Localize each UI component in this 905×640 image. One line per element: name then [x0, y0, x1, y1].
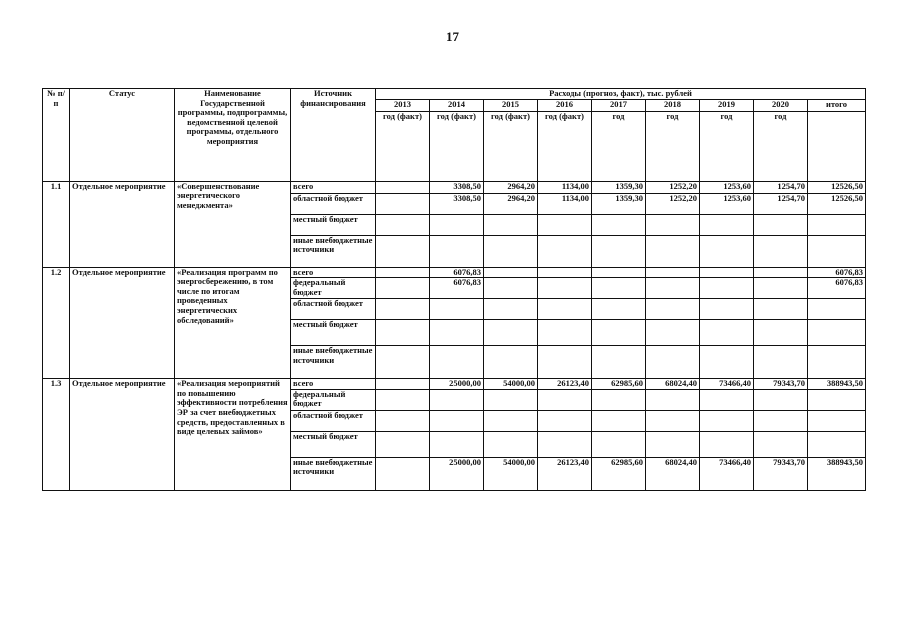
amount-cell [538, 346, 592, 379]
header-year-note: год [646, 111, 700, 181]
amount-cell [754, 389, 808, 410]
header-year: 2017 [592, 99, 646, 111]
amount-cell [376, 389, 430, 410]
row-name: «Реализация мероприятий по повышению эффективности потребления ЭР за счет внебюджетных средств, предоставленных в виде целевых займов» [175, 379, 291, 491]
amount-cell [592, 299, 646, 320]
amount-cell [592, 346, 646, 379]
amount-cell [376, 267, 430, 278]
header-year: 2019 [700, 99, 754, 111]
row-status: Отдельное мероприятие [70, 267, 175, 379]
amount-cell [646, 214, 700, 235]
amount-cell [484, 389, 538, 410]
funding-source-label: иные внебюджетные источники [291, 457, 376, 490]
funding-source-label: всего [291, 379, 376, 390]
amount-cell [592, 267, 646, 278]
amount-cell [754, 320, 808, 346]
amount-cell [646, 346, 700, 379]
amount-cell [538, 214, 592, 235]
amount-cell [646, 299, 700, 320]
amount-cell [430, 320, 484, 346]
amount-cell: 1254,70 [754, 181, 808, 193]
amount-cell [592, 278, 646, 299]
amount-cell [376, 410, 430, 431]
total-cell [808, 299, 866, 320]
amount-cell: 73466,40 [700, 457, 754, 490]
table-row [43, 267, 866, 278]
amount-cell [646, 278, 700, 299]
table-header [43, 89, 866, 182]
amount-cell: 26123,40 [538, 457, 592, 490]
amount-cell [484, 235, 538, 267]
amount-cell: 54000,00 [484, 457, 538, 490]
amount-cell [376, 193, 430, 214]
amount-cell [484, 410, 538, 431]
table-row [43, 181, 866, 193]
header-year: 2018 [646, 99, 700, 111]
total-cell [808, 235, 866, 267]
amount-cell [754, 267, 808, 278]
amount-cell: 1359,30 [592, 181, 646, 193]
amount-cell [376, 346, 430, 379]
amount-cell [700, 410, 754, 431]
total-cell: 6076,83 [808, 278, 866, 299]
total-cell [808, 410, 866, 431]
total-cell [808, 431, 866, 457]
row-status: Отдельное мероприятие [70, 181, 175, 267]
amount-cell [430, 410, 484, 431]
funding-source-label: федеральный бюджет [291, 278, 376, 299]
funding-source-label: иные внебюджетные источники [291, 235, 376, 267]
amount-cell [484, 278, 538, 299]
amount-cell [754, 299, 808, 320]
funding-source-label: местный бюджет [291, 214, 376, 235]
amount-cell [430, 299, 484, 320]
amount-cell [376, 379, 430, 390]
amount-cell [538, 410, 592, 431]
amount-cell [376, 457, 430, 490]
amount-cell [700, 431, 754, 457]
amount-cell: 2964,20 [484, 193, 538, 214]
amount-cell [376, 214, 430, 235]
amount-cell: 3308,50 [430, 181, 484, 193]
amount-cell [484, 267, 538, 278]
header-total: итого [808, 99, 866, 111]
amount-cell [700, 267, 754, 278]
amount-cell: 79343,70 [754, 457, 808, 490]
amount-cell: 1359,30 [592, 193, 646, 214]
amount-cell [592, 410, 646, 431]
amount-cell: 25000,00 [430, 379, 484, 390]
amount-cell [700, 278, 754, 299]
amount-cell [646, 389, 700, 410]
amount-cell [754, 235, 808, 267]
funding-source-label: местный бюджет [291, 431, 376, 457]
table-row [43, 379, 866, 390]
header-year-note: год (факт) [430, 111, 484, 181]
amount-cell: 1253,60 [700, 193, 754, 214]
amount-cell: 1134,00 [538, 193, 592, 214]
amount-cell: 1252,20 [646, 193, 700, 214]
amount-cell [700, 235, 754, 267]
amount-cell [646, 410, 700, 431]
amount-cell [376, 278, 430, 299]
amount-cell: 68024,40 [646, 379, 700, 390]
budget-table [42, 88, 866, 491]
header-expenses: Расходы (прогноз, факт), тыс. рублей [376, 89, 866, 100]
amount-cell [538, 431, 592, 457]
amount-cell [592, 320, 646, 346]
amount-cell: 26123,40 [538, 379, 592, 390]
amount-cell: 3308,50 [430, 193, 484, 214]
amount-cell [538, 389, 592, 410]
header-year-note: год [700, 111, 754, 181]
funding-source-label: областной бюджет [291, 193, 376, 214]
amount-cell [754, 346, 808, 379]
amount-cell [376, 299, 430, 320]
amount-cell [754, 410, 808, 431]
funding-source-label: иные внебюджетные источники [291, 346, 376, 379]
funding-source-label: всего [291, 181, 376, 193]
row-number: 1.2 [43, 267, 70, 379]
amount-cell [592, 431, 646, 457]
header-year: 2020 [754, 99, 808, 111]
header-year-note [808, 111, 866, 181]
total-cell: 6076,83 [808, 267, 866, 278]
amount-cell [592, 235, 646, 267]
amount-cell [592, 214, 646, 235]
total-cell [808, 346, 866, 379]
amount-cell [538, 267, 592, 278]
header-year: 2013 [376, 99, 430, 111]
amount-cell [646, 235, 700, 267]
amount-cell: 1134,00 [538, 181, 592, 193]
amount-cell [376, 320, 430, 346]
amount-cell: 1253,60 [700, 181, 754, 193]
page-number: 17 [446, 29, 459, 44]
header-year: 2015 [484, 99, 538, 111]
amount-cell: 79343,70 [754, 379, 808, 390]
amount-cell [538, 320, 592, 346]
header-year: 2016 [538, 99, 592, 111]
row-number: 1.1 [43, 181, 70, 267]
amount-cell: 1252,20 [646, 181, 700, 193]
amount-cell [646, 320, 700, 346]
amount-cell [484, 214, 538, 235]
funding-source-label: всего [291, 267, 376, 278]
header-num: № п/п [43, 89, 70, 182]
amount-cell: 73466,40 [700, 379, 754, 390]
total-cell [808, 389, 866, 410]
header-status: Статус [70, 89, 175, 182]
header-year-note: год [592, 111, 646, 181]
header-year: 2014 [430, 99, 484, 111]
funding-source-label: областной бюджет [291, 299, 376, 320]
amount-cell [484, 346, 538, 379]
amount-cell [646, 431, 700, 457]
amount-cell [592, 389, 646, 410]
amount-cell [754, 431, 808, 457]
amount-cell [376, 181, 430, 193]
amount-cell: 6076,83 [430, 278, 484, 299]
amount-cell: 54000,00 [484, 379, 538, 390]
header-year-note: год (факт) [484, 111, 538, 181]
total-cell [808, 320, 866, 346]
amount-cell [754, 278, 808, 299]
amount-cell [376, 431, 430, 457]
funding-source-label: федеральный бюджет [291, 389, 376, 410]
amount-cell [700, 346, 754, 379]
amount-cell [700, 389, 754, 410]
amount-cell [430, 214, 484, 235]
amount-cell [700, 299, 754, 320]
amount-cell [538, 235, 592, 267]
total-cell: 388943,50 [808, 379, 866, 390]
header-source: Источник финансирования [291, 89, 376, 182]
amount-cell: 25000,00 [430, 457, 484, 490]
amount-cell: 68024,40 [646, 457, 700, 490]
header-year-note: год [754, 111, 808, 181]
amount-cell [538, 278, 592, 299]
amount-cell [430, 235, 484, 267]
amount-cell [430, 431, 484, 457]
header-year-note: год (факт) [376, 111, 430, 181]
amount-cell [376, 235, 430, 267]
amount-cell [646, 267, 700, 278]
total-cell: 388943,50 [808, 457, 866, 490]
amount-cell [754, 214, 808, 235]
amount-cell: 62985,60 [592, 379, 646, 390]
header-year-note: год (факт) [538, 111, 592, 181]
amount-cell: 6076,83 [430, 267, 484, 278]
amount-cell [430, 346, 484, 379]
amount-cell [484, 320, 538, 346]
amount-cell [700, 320, 754, 346]
amount-cell [484, 299, 538, 320]
row-name: «Совершенствование энергетического менеджмента» [175, 181, 291, 267]
header-name: Наименование Государственной программы, подпрограммы, ведомственной целевой программы, отдельного мероприятия [175, 89, 291, 182]
amount-cell [538, 299, 592, 320]
row-name: «Реализация программ по энергосбережению, в том числе по итогам проведенных энергетических обследований» [175, 267, 291, 379]
total-cell: 12526,50 [808, 181, 866, 193]
funding-source-label: местный бюджет [291, 320, 376, 346]
row-status: Отдельное мероприятие [70, 379, 175, 491]
amount-cell [430, 389, 484, 410]
total-cell: 12526,50 [808, 193, 866, 214]
amount-cell [484, 431, 538, 457]
amount-cell [700, 214, 754, 235]
amount-cell: 1254,70 [754, 193, 808, 214]
amount-cell: 2964,20 [484, 181, 538, 193]
row-number: 1.3 [43, 379, 70, 491]
table-body [43, 181, 866, 490]
total-cell [808, 214, 866, 235]
funding-source-label: областной бюджет [291, 410, 376, 431]
amount-cell: 62985,60 [592, 457, 646, 490]
